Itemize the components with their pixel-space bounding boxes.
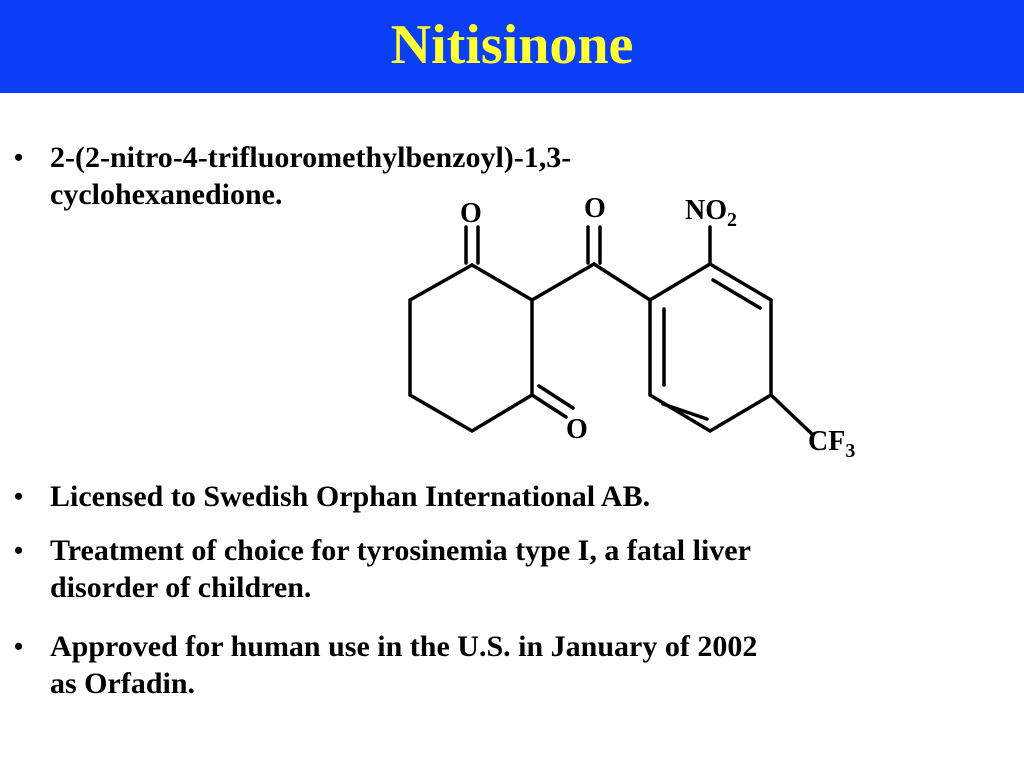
bullet-text: 2-(2-nitro-4-trifluoromethylbenzoyl)-1,3- cyclohexanedione.: [50, 141, 572, 211]
nitisinone-structure-diagram: [380, 185, 880, 465]
bullet-marker: •: [14, 143, 24, 172]
title-bar: [0, 0, 1024, 93]
oxygen-label-bottom: O: [566, 414, 588, 445]
bullet-marker: •: [14, 482, 24, 511]
nitro-group-label: $NO_2$: [685, 195, 737, 231]
bond-ring-to-carbonyl: [532, 264, 594, 300]
bond-to-trifluoromethyl: [771, 395, 813, 435]
bullet-item-license: [14, 478, 1004, 515]
cyclohexane-ring: [410, 265, 532, 431]
trifluoromethyl-group-label: $CF_3$: [808, 426, 856, 462]
oxygen-label-top-mid: O: [584, 193, 606, 224]
bond-carbonyl-to-benzene: [594, 264, 650, 300]
bullet-marker: •: [14, 632, 24, 661]
bullet-text: Treatment of choice for tyrosinemia type I, a fatal liver disorder of children.: [50, 534, 751, 604]
bullet-text: Approved for human use in the U.S. in January of 2002 as Orfadin.: [50, 630, 758, 700]
slide-title: Nitisinone: [390, 13, 634, 76]
bullet-item-approval: [14, 628, 1004, 702]
bullet-text: Licensed to Swedish Orphan International AB.: [50, 480, 651, 513]
bullet-item-treatment: [14, 532, 1004, 606]
oxygen-label-top-left: O: [460, 198, 482, 229]
bullet-marker: •: [14, 536, 24, 565]
benzene-inner-bond-top: [713, 280, 760, 308]
